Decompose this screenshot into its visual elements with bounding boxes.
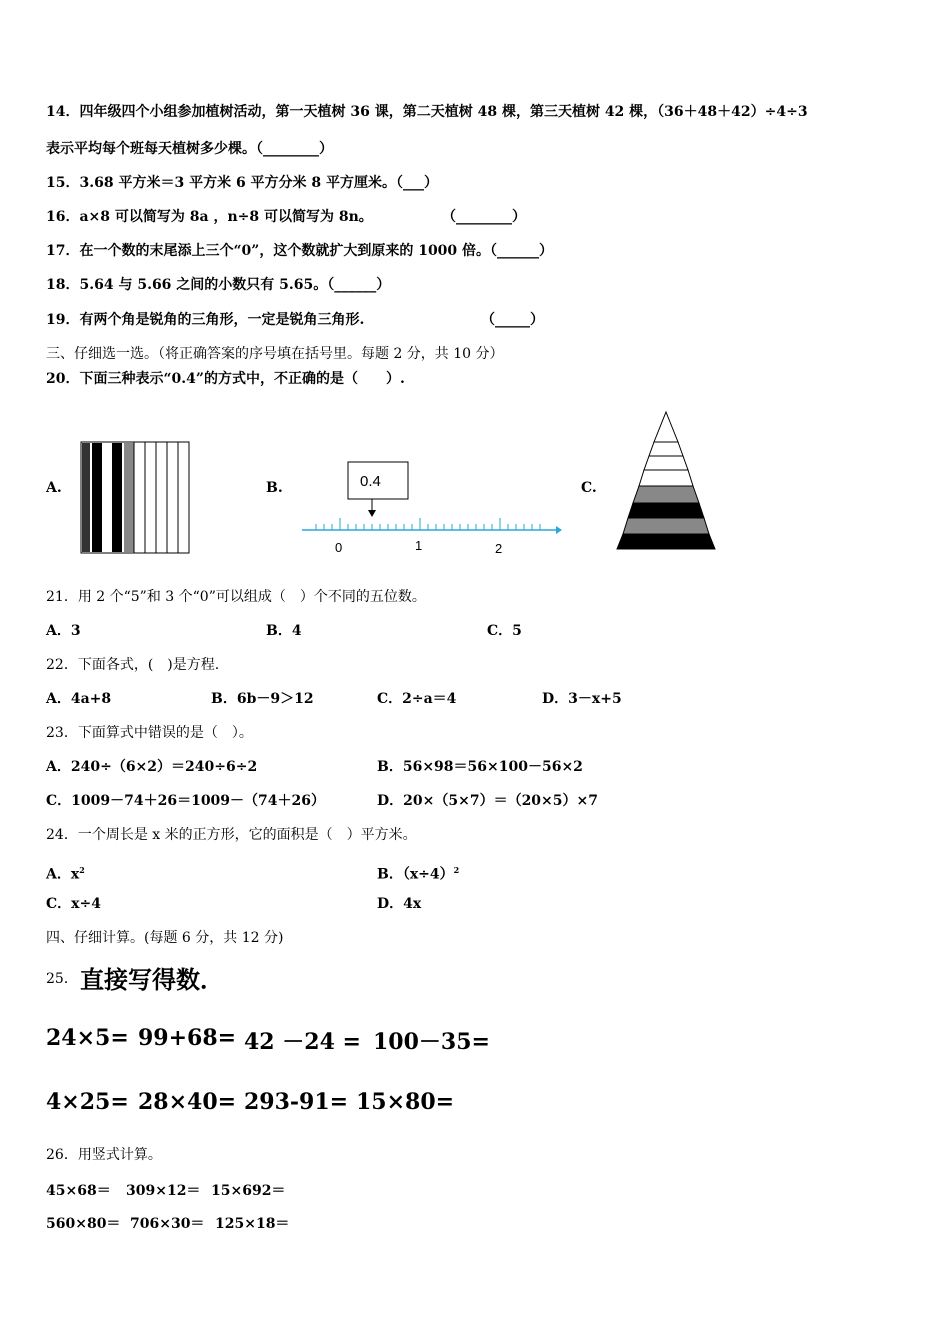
q20-option-a-label: A. [46,480,62,496]
q20-triangle-figure [612,408,722,554]
section4-heading: 四、仔细计算。(每题 6 分，共 12 分) [46,930,284,946]
q14-line2: 表示平均每个班每天植树多少棵。（________） [46,141,333,157]
q14-line1: 14．四年级四个小组参加植树活动，第一天植树 36 课，第二天植树 48 棵，第三天植树 42 棵，（36＋48＋42）÷4÷3 [46,104,808,120]
q24-option-b-text: B．（x÷4） [377,866,454,883]
q22-option-b: B．6b－9＞12 [211,691,314,707]
q23-stem: 23．下面算式中错误的是（ ）。 [46,725,253,741]
q24-option-d: D．4x [377,896,422,912]
q24-option-b-exponent: 2 [453,865,460,875]
q20-option-b-label: B. [266,480,283,496]
q21-option-b: B．4 [266,623,302,639]
q21-option-c: C．5 [487,623,522,639]
q19-blank: （_____） [481,312,544,328]
q25-r2-item2: 28×40= [138,1089,237,1115]
q25-r1-item2: 99+68= [138,1025,237,1051]
number-line-tick-0: 0 [335,540,343,555]
q24-option-a [46,860,85,885]
q16-blank: （________） [442,209,526,225]
q25-r1-item3: 42 －24 = [244,1029,361,1055]
q23-option-a: A．240÷（6×2）＝240÷6÷2 [46,759,258,775]
q20-stem: 20．下面三种表示“0.4”的方式中，不正确的是（ ）. [46,371,405,387]
q16: 16．a×8 可以简写为 8a ，n÷8 可以简写为 8n。 [46,209,373,225]
q24-option-a-exponent: 2 [79,865,85,875]
q26-r2-item1: 560×80＝ [46,1216,121,1232]
q22-option-c: C．2÷a＝4 [377,691,457,707]
q23-option-c: C．1009－74＋26＝1009－（74＋26） [46,793,326,809]
q15: 15．3.68 平方米＝3 平方米 6 平方分米 8 平方厘米。（___） [46,175,439,191]
q21-option-a: A．3 [46,623,81,639]
q20-option-c-label: C. [581,480,597,496]
q26-r2-item3: 125×18＝ [215,1216,290,1232]
number-line-ticks [316,518,540,530]
q25-number: 25． [46,971,78,987]
number-line-box-label: 0.4 [360,473,381,490]
q26-r1-item2: 309×12＝ [126,1183,201,1199]
q22-option-a: A．4a+8 [46,691,112,707]
q24-option-b [377,860,459,885]
q25-r2-item1: 4×25= [46,1089,129,1115]
q22-stem: 22．下面各式，( )是方程. [46,657,220,673]
q23-option-d: D．20×（5×7）＝（20×5）×7 [377,793,598,809]
q25-r2-item3: 293-91= [244,1089,349,1115]
q24-stem: 24．一个周长是 x 米的正方形，它的面积是（ ）平方米。 [46,827,417,843]
q21-stem: 21．用 2 个“5”和 3 个“0”可以组成（ ）个不同的五位数。 [46,589,426,605]
q22-option-d: D．3－x+5 [542,691,622,707]
q25-title: 直接写得数． [80,965,224,994]
q26-stem: 26．用竖式计算。 [46,1147,162,1163]
q25-r1-item4: 100－35= [373,1029,490,1055]
q26-r1-item3: 15×692＝ [211,1183,286,1199]
section3-heading: 三、仔细选一选。（将正确答案的序号填在括号里。每题 2 分，共 10 分） [46,346,504,362]
q25-r2-item4: 15×80= [356,1089,455,1115]
q26-r1-item1: 45×68＝ [46,1183,111,1199]
q25-r1-item1: 24×5= [46,1025,129,1051]
number-line-tick-1: 1 [415,538,423,553]
q19: 19．有两个角是锐角的三角形，一定是锐角三角形. [46,312,365,328]
q20-bar-figure [80,441,190,554]
q24-option-c: C．x÷4 [46,896,101,912]
q17: 17．在一个数的末尾添上三个“0”，这个数就扩大到原来的 1000 倍。（______） [46,243,554,259]
q20-number-line [300,458,565,558]
q24-option-a-text: A．x [46,866,80,883]
q26-r2-item2: 706×30＝ [130,1216,205,1232]
number-line-tick-2: 2 [495,541,503,556]
q23-option-b: B．56×98＝56×100－56×2 [377,759,583,775]
q18: 18．5.64 与 5.66 之间的小数只有 5.65。（______） [46,277,391,293]
